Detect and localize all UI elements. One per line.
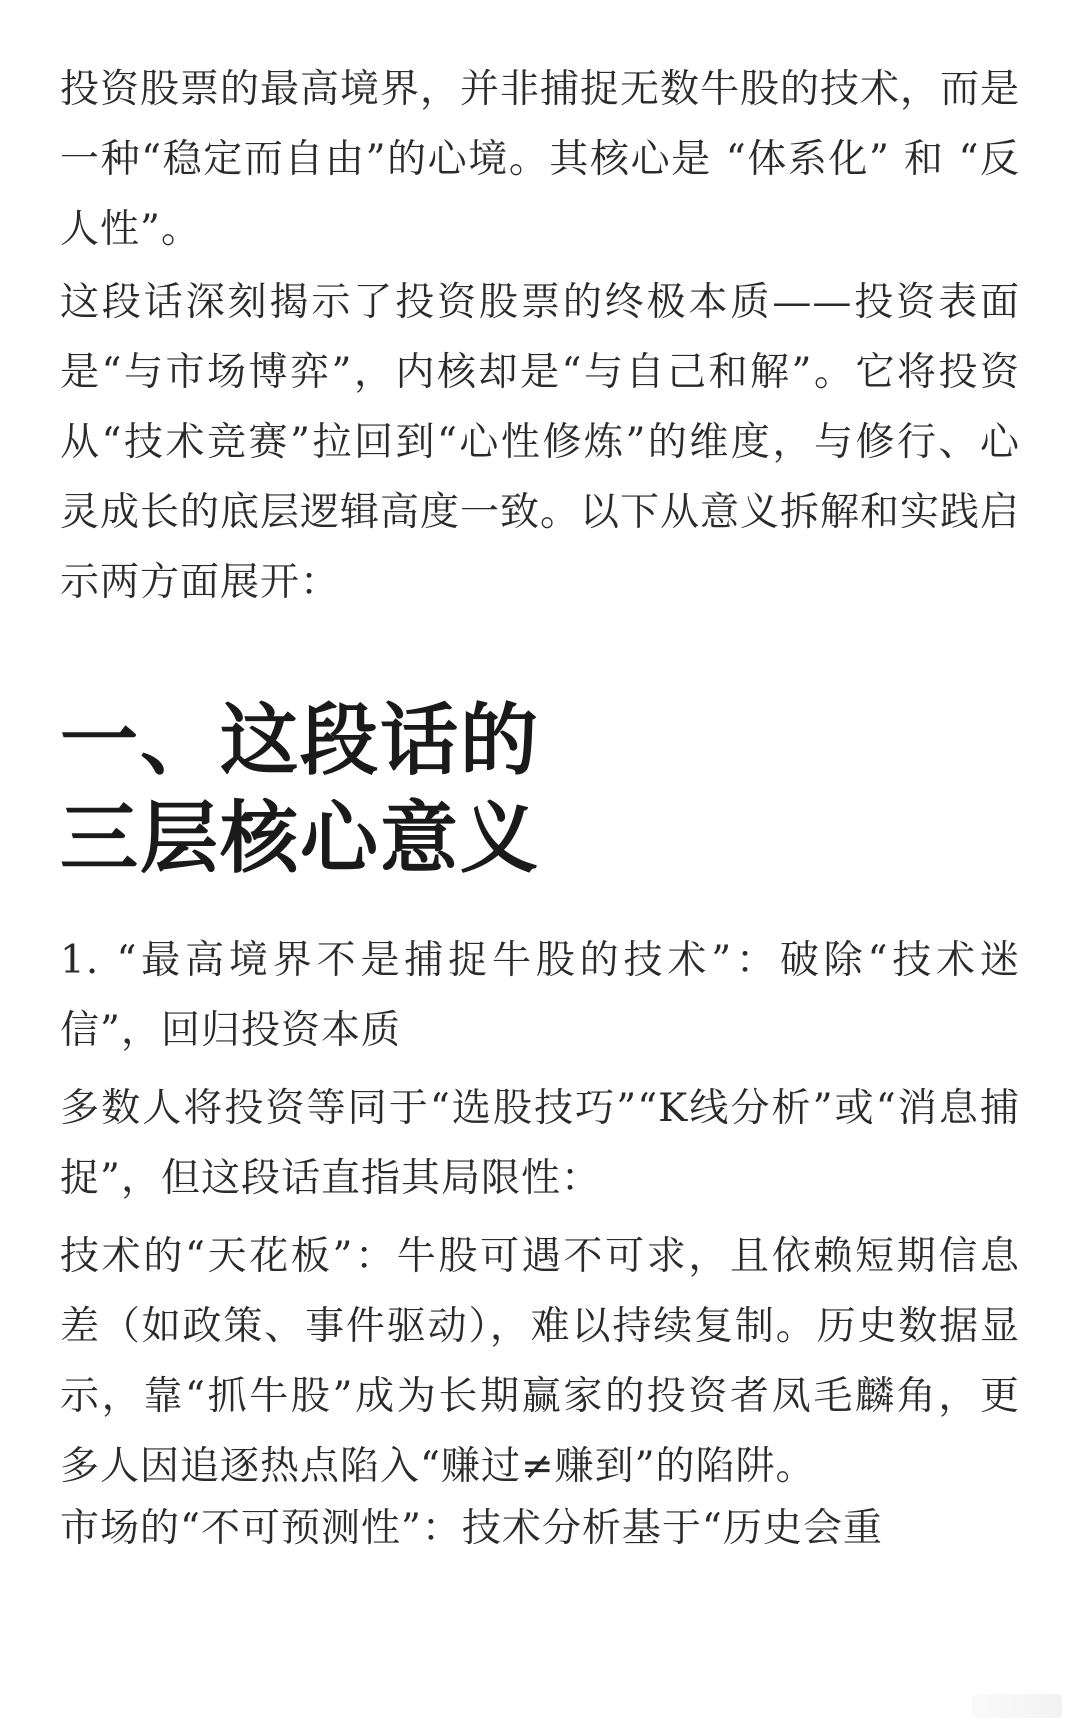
section-heading-line-1: 一、这段话的: [60, 695, 541, 786]
body-paragraph-3: 市场的“不可预测性”：技术分析基于“历史会重: [60, 1506, 883, 1551]
section-heading: [60, 692, 1020, 888]
intro-paragraph-1: 投资股票的最高境界，并非捕捉无数牛股的技术，而是一种“稳定而自由”的心境。其核心是 “体系化” 和 “反人性”。: [60, 67, 1021, 252]
body-paragraph-2: 技术的“天花板”：牛股可遇不可求，且依赖短期信息差（如政策、事件驱动），难以持续复制。历史数据显示，靠“抓牛股”成为长期赢家的投资者凤毛麟角，更多人因追逐热点陷入“赚过≠赚到”的陷阱。: [60, 1234, 1020, 1489]
section-heading-line-2: 三层核心意义: [60, 793, 541, 884]
body-paragraph-1: 多数人将投资等同于“选股技巧”“K线分析”或“消息捕捉”，但这段话直指其局限性：: [60, 1086, 1020, 1201]
intro-paragraph-2: 这段话深刻揭示了投资股票的终极本质——投资表面是“与市场博弈”，内核却是“与自己和解”。它将投资从“技术竞赛”拉回到“心性修炼”的维度，与修行、心灵成长的底层逻辑高度一致。以下从意义拆解和实践启示两方面展开：: [60, 280, 1021, 605]
watermark-logo: [972, 1694, 1062, 1718]
point-1-title: 1. “最高境界不是捕捉牛股的技术”：破除“技术迷信”，回归投资本质: [60, 938, 1020, 1053]
